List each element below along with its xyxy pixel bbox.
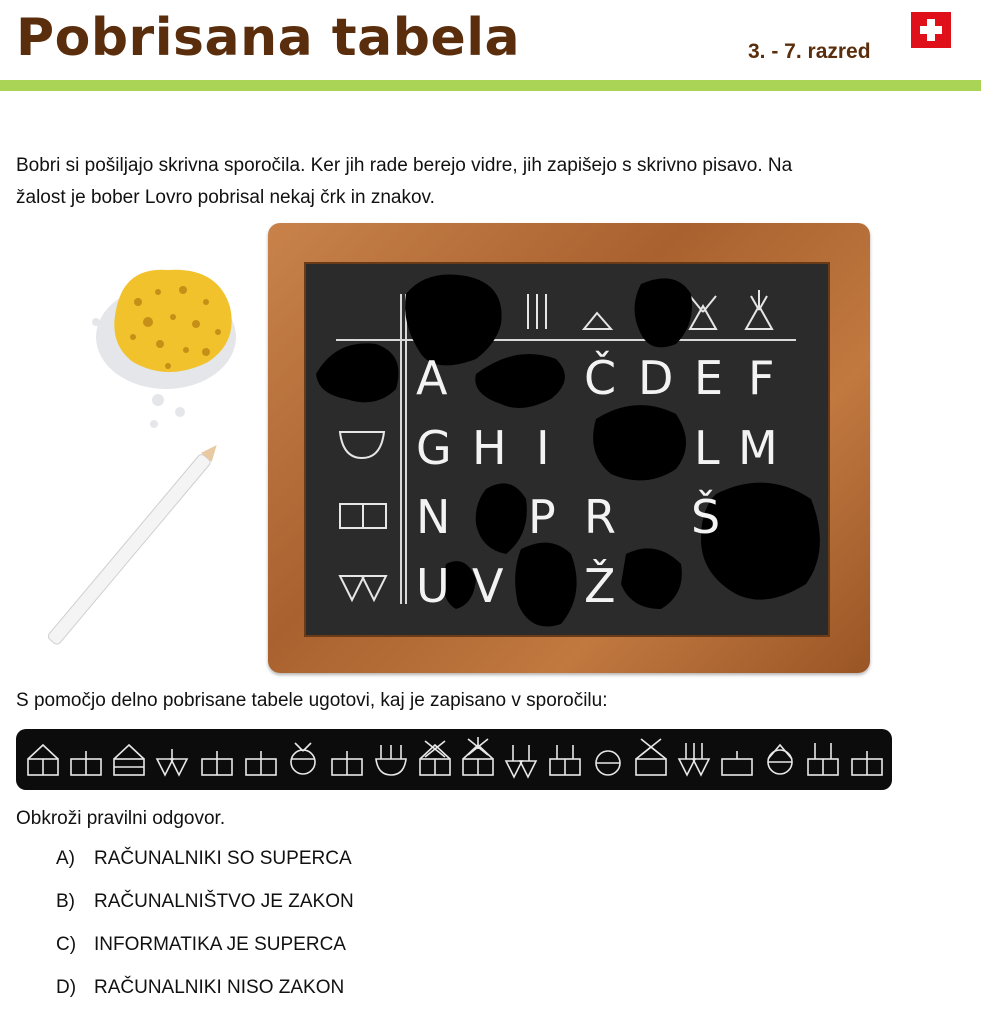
board-letter: N (416, 490, 451, 544)
secret-message-strip (16, 729, 892, 790)
glyph-icon (506, 745, 536, 777)
glyph-icon (157, 749, 187, 775)
glyph-icon (722, 751, 752, 775)
answer-text: INFORMATIKA JE SUPERCA (94, 934, 346, 955)
board-letter: L (694, 421, 720, 475)
glyph-icon (28, 745, 58, 775)
glyph-icon (114, 745, 144, 775)
glyph-icon (291, 743, 315, 774)
glyph-icon (202, 751, 232, 775)
answer-text: RAČUNALNIKI SO SUPERCA (94, 848, 352, 869)
board-letter: D (638, 351, 674, 405)
board-letter: H (472, 421, 507, 475)
answer-label: B) (56, 891, 75, 912)
board-letter: E (694, 351, 724, 405)
glyph-icon (550, 745, 580, 775)
answer-option-c[interactable] (56, 934, 354, 977)
answer-label: D) (56, 977, 77, 998)
glyph-icon (768, 745, 792, 774)
glyph-icon (852, 751, 882, 775)
instruction-text: Obkroži pravilni odgovor. (16, 808, 226, 829)
glyph-icon (596, 751, 620, 775)
glyph-icon (332, 751, 362, 775)
answer-option-a[interactable] (56, 848, 354, 891)
board-letter: V (472, 559, 504, 613)
grade-label: 3. - 7. razred (748, 40, 871, 63)
answer-label: A) (56, 848, 75, 869)
board-letter: Č (584, 351, 617, 405)
board-letter: F (748, 351, 775, 405)
answer-text: RAČUNALNIKI NISO ZAKON (94, 977, 345, 998)
swiss-flag-icon (911, 12, 951, 48)
glyph-icon (376, 745, 406, 775)
board-letter: Ž (584, 559, 616, 613)
answer-option-d[interactable] (56, 977, 354, 1020)
board-letter: A (416, 351, 448, 405)
sponge-icon (88, 262, 248, 432)
board-letter: Š (691, 490, 721, 544)
answer-list (56, 848, 354, 1020)
board-letter: P (528, 490, 556, 544)
intro-text (16, 150, 916, 214)
glyph-icon (463, 737, 493, 775)
glyph-icon (636, 739, 666, 775)
intro-line-1: Bobri si pošiljajo skrivna sporočila. Ker jih rade berejo vidre, jih zapišejo s skrivno pisavo. Na (16, 155, 793, 176)
chalkboard (304, 262, 830, 637)
board-letter: I (536, 421, 550, 475)
intro-line-2: žalost je bober Lovro pobrisal nekaj črk in znakov. (16, 187, 435, 208)
question-text: S pomočjo delno pobrisane tabele ugotovi, kaj je zapisano v sporočilu: (16, 690, 608, 711)
glyph-icon (679, 743, 709, 775)
glyph-icon (808, 743, 838, 775)
board-letter: U (416, 559, 450, 613)
chalk-icon (30, 420, 230, 680)
board-letter: G (416, 421, 452, 475)
answer-option-b[interactable] (56, 891, 354, 934)
page-title: Pobrisana tabela (16, 8, 521, 68)
glyph-icon (71, 751, 101, 775)
answer-text: RAČUNALNIŠTVO JE ZAKON (94, 891, 354, 912)
glyph-icon (246, 751, 276, 775)
title-divider (0, 80, 981, 91)
answer-label: C) (56, 934, 77, 955)
board-letter: M (738, 421, 778, 475)
glyph-icon (420, 741, 450, 775)
board-letter: R (584, 490, 616, 544)
